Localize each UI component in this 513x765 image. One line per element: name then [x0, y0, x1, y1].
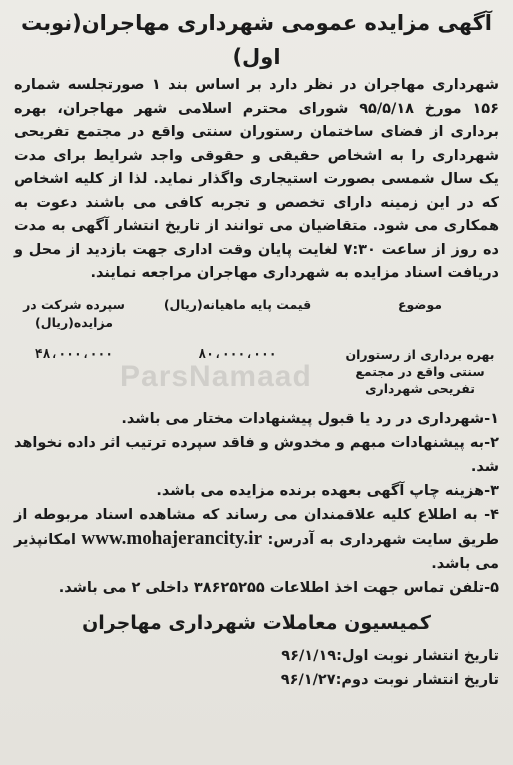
- condition-item: ۳-هزینه چاپ آگهی بعهده برنده مزایده می باشد.: [156, 482, 499, 499]
- first-publish-date: تاریخ انتشار نوبت اول:۹۶/۱/۱۹: [281, 647, 499, 664]
- header-subject: موضوع: [397, 296, 443, 312]
- watermark: ParsNamaad: [120, 360, 312, 393]
- condition-item: [14, 503, 499, 576]
- signature: کمیسیون معاملات شهرداری مهاجران: [82, 611, 431, 634]
- condition-item: ۱-شهرداری در رد یا قبول پیشنهادات مختار می باشد.: [121, 410, 499, 427]
- conditions-list: [14, 407, 499, 600]
- header-deposit: سپرده شرکت در مزایده(ریال): [23, 296, 125, 330]
- ad-title: آگهی مزایده عمومی شهرداری مهاجران(نوبت اول): [20, 11, 492, 69]
- publish-dates: [14, 644, 499, 692]
- condition-item: ۲-به پیشنهادات مبهم و مخدوش و فاقد سپرده ترتیب اثر داده نخواهد شد.: [14, 434, 499, 475]
- website-link[interactable]: www.mohajerancity.ir: [81, 527, 263, 549]
- cell-deposit: ۴۸،۰۰۰،۰۰۰: [34, 346, 114, 362]
- condition-4-text: ۴- به اطلاع کلیه علاقمندان می رساند که مشاهده اسناد مربوطه از طریق سایت شهرداری به آدرس:: [14, 506, 499, 548]
- cell-subject: بهره برداری از رستوران سنتی واقع در مجتمع تفریحی شهرداری: [345, 346, 495, 396]
- intro-paragraph: شهرداری مهاجران در نظر دارد بر اساس بند ۱ صورتجلسه شماره ۱۵۶ مورخ ۹۵/۵/۱۸ شورای محترم اسلامی شهر مهاجران، بهره برداری از فضای ساختمان رستوران سنتی واقع در مجتمع تفریحی شهرداری را به اشخاص حقیقی و حقوقی واجد شرایط برای مدت یک سال شمسی بصورت استیجاری واگذار نماید. لذا از کلیه اشخاص که در این زمینه دارای تخصص و تجربه کافی می باشند دعوت به همکاری می شود. متقاضیان می توانند از تاریخ انتشار آگهی به مدت ده روز از ساعت ۷:۳۰ لغایت پایان وقت اداری جهت بازدید از محل و دریافت اسناد مزایده به شهرداری مهاجران مراجعه نمایند.: [14, 77, 499, 281]
- condition-item: ۵-تلفن تماس جهت اخذ اطلاعات ۳۸۶۲۵۲۵۵ داخلی ۲ می باشد.: [58, 579, 499, 596]
- second-publish-date: تاریخ انتشار نوبت دوم:۹۶/۱/۲۷: [280, 671, 499, 688]
- condition-4-tail: امکانپذیر می باشد.: [14, 531, 499, 572]
- cell-base-price: ۸۰،۰۰۰،۰۰۰: [198, 346, 277, 362]
- header-base-price: قیمت پایه ماهیانه(ریال): [163, 296, 312, 312]
